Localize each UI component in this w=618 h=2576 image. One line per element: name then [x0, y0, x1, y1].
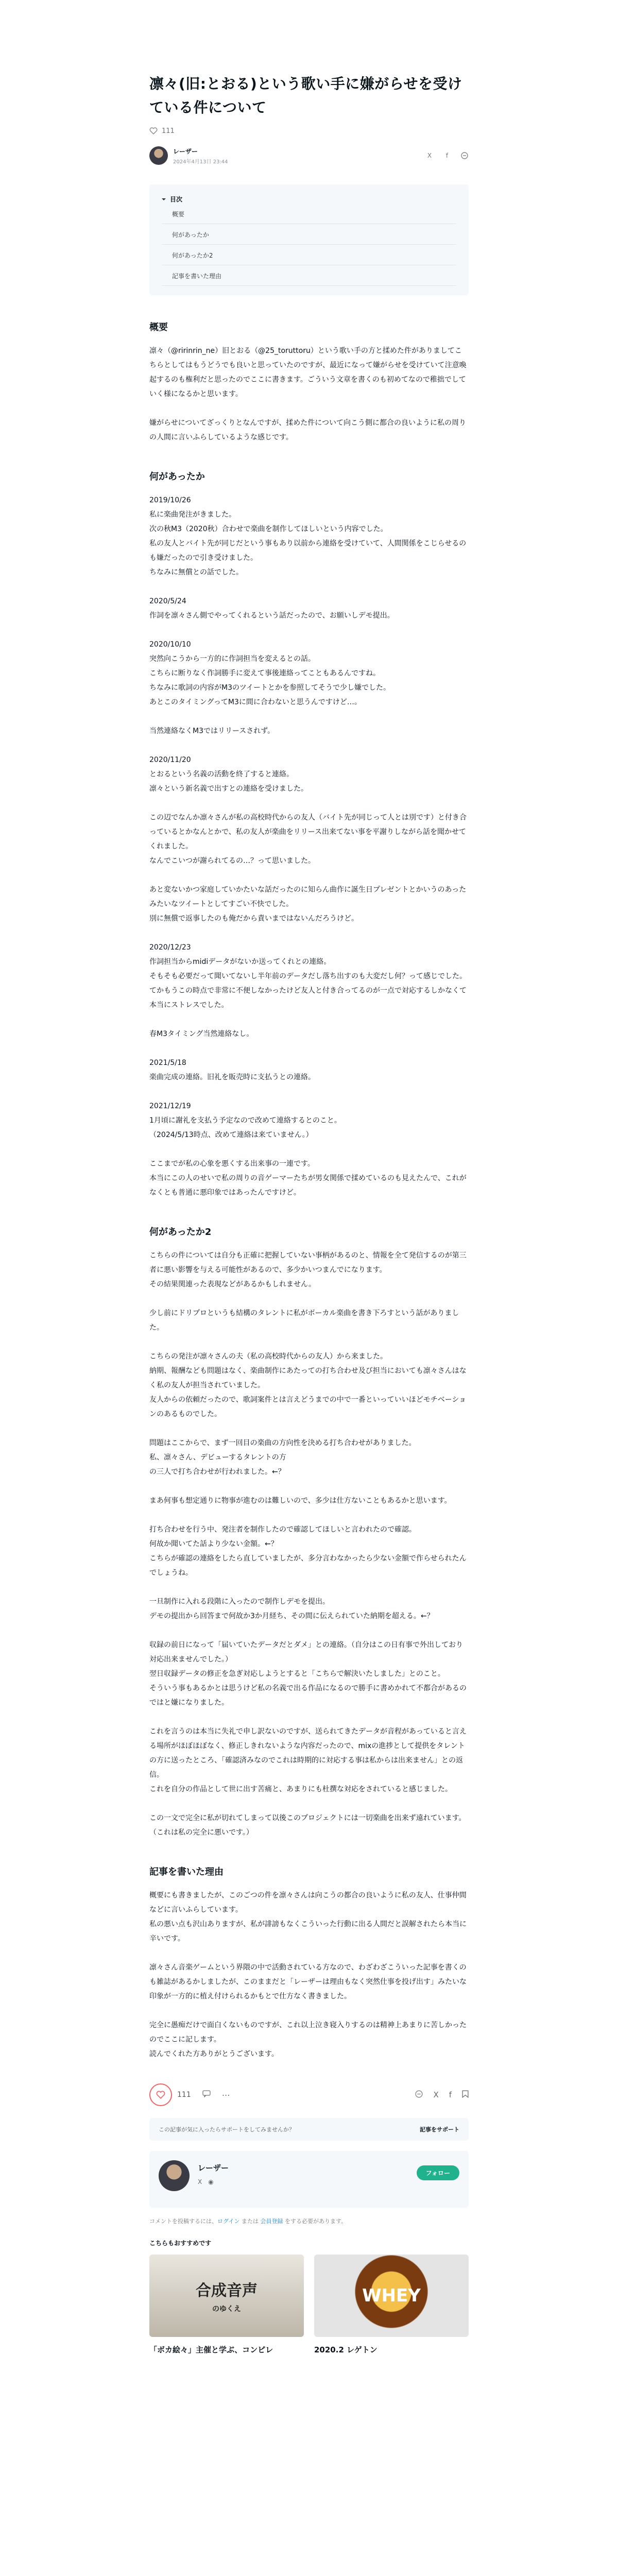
publish-date: 2024年4月13日 23:44	[173, 159, 228, 165]
creator-socials	[198, 2178, 229, 2185]
paragraph: 収録の前日になって「届いていたデータだとダメ」との連絡。（自分はこの日有事で外出しており対応出来ませんでした。） 翌日収録データの修正を急ぎ対応しようとすると「こちらで解決いたしました」とのこと。 そういう事もあるかとは思うけど私の名義で出る作品になるので勝手に書めかれて不都合があるのではと嫌になりました。	[149, 1641, 467, 1707]
paragraph: 2021/5/18 楽曲完成の連絡。旧礼を販売時に支払うとの連絡。	[149, 1059, 315, 1081]
recommend-grid	[149, 2255, 469, 2355]
paragraph: こちらの件については自分も正確に把握していない事柄があるのと、情報を全て発信するのが第三者に悪い影響を与える可能性があるので、多少かいつまんでになります。 その結果関連った表現などがあるかもしれません。	[149, 1251, 467, 1289]
facebook-share-icon[interactable]: f	[449, 2090, 452, 2099]
thumbnail-title: 合成音声	[196, 2282, 258, 2300]
author-row	[149, 145, 469, 166]
paragraph: 凛々さん音楽ゲームという界隈の中で活動されている方なので、わざわざこういった記事を書くのも雑誌があるかしましたが、このままだと「レーザーは理由もなく突然仕事を投げ出す」みたいな印象が一方的に植え付けられるかもとで仕方なく書きました。	[149, 1963, 467, 2001]
paragraph: 概要にも書きましたが、このごつの件を凛々さんは向こうの都合の良いように私の友人、仕事仲間などに言いふらしています。 私の悪い点も沢山ありますが、私が誹謗もなくこういった行動に出る人間だと誤解されたら本当に辛いです。	[149, 1891, 467, 1943]
paragraph: 2019/10/26 私に楽曲発注がきました。 次の秋M3（2020秋）合わせで楽曲を制作してほしいという内容でした。 私の友人とバイト先が同じだという事もあり以前から連絡を受けていて、人間関係をこじらせるのも嫌だったので引き受けました。 ちなみに無償との話でした。	[149, 496, 467, 577]
link-icon	[461, 152, 468, 159]
paragraph: あと変ないかつ家庭していかたいな話だったのに知らん曲作に誕生日プレゼントとかいうのあったみたいなツイートとしてすごい不快でした。 別に無償で返事したのも俺だから責いまではないんだろうけど。	[149, 886, 467, 923]
login-link[interactable]: ログイン	[217, 2218, 240, 2225]
paragraph: この辺でなんか凛々さんが私の高校時代からの友人（バイト先が同じって人とは別です）と付き合っているとかなんとかで、私の友人が楽曲をリリース出来てない事を平謝りしながら話を聞かせてくれました。 なんでこいつが謝られてるの…？って思いました。	[149, 814, 467, 865]
support-bar	[149, 2118, 469, 2141]
x-share-icon[interactable]: X	[427, 152, 432, 159]
thumbnail-title: WHEY	[362, 2285, 421, 2306]
toc-item[interactable]: 何があったか	[162, 224, 456, 245]
toc-toggle[interactable]	[162, 195, 456, 204]
comment-icon[interactable]	[202, 2090, 211, 2100]
facebook-share-icon[interactable]: f	[445, 152, 449, 159]
avatar[interactable]	[149, 146, 168, 165]
bookmark-shape-icon	[462, 2090, 469, 2098]
recommend-card[interactable]	[314, 2255, 469, 2355]
chevron-down-icon	[162, 197, 166, 201]
creator-name[interactable]: レーザー	[198, 2163, 229, 2173]
recommend-thumbnail	[149, 2255, 304, 2337]
paragraph: これを言うのは本当に失礼で申し訳ないのですが、送られてきたデータが音程があっていると言える場所がほぼほぼなく、修正しきれないような内容だったので、mixの進捗として提供をタレントの方に送ったところ、「確認済みなのでこれは時期的に対応する事は私からは出来ません」との返信。 これを自分の作品として世に出す苦痛と、あまりにも杜撰な対応をされていると感じました。	[149, 1727, 467, 1793]
toc-item[interactable]: 記事を書いた理由	[162, 265, 456, 286]
comment-note	[149, 2217, 469, 2225]
section-heading: 記事を書いた理由	[149, 1867, 224, 1877]
support-button[interactable]: 記事をサポート	[420, 2126, 459, 2133]
article-actions	[149, 2082, 469, 2108]
paragraph: まあ何事も想定通りに物事が進むのは難しいので、多少は仕方ないこともあるかと思います。	[149, 1497, 452, 1505]
author-name[interactable]: レーザー	[173, 147, 198, 155]
comment-note-text: コメントを投稿するには、	[149, 2218, 217, 2225]
like-count: 111	[162, 127, 175, 135]
paragraph: この一文で完全に私が切れてしまって以後このプロジェクトには一切楽曲を出来ず遠れています。（これは私の完全に悪いです。）	[149, 1814, 466, 1837]
speech-bubble-icon	[202, 2090, 211, 2098]
x-share-icon[interactable]: X	[433, 2090, 439, 2099]
comment-note-suffix: をする必要があります。	[283, 2218, 347, 2225]
toc-item[interactable]: 何があったか2	[162, 245, 456, 265]
paragraph: ここまでが私の心象を悪くする出来事の一連です。 本当にこの人のせいで私の周りの音ゲーマーたちが男女関係で揉めているのも見えたんで、これがなくとも普通に悪印象ではあったんですけど。	[149, 1160, 467, 1197]
more-options-icon[interactable]: ⋯	[221, 2090, 230, 2100]
paragraph: こちらの発注が凛々さんの夫（私の高校時代からの友人）から来ました。 納期、報酬なども問題はなく、楽曲制作にあたっての打ち合わせ及び担当においても凛々さんはなく私の友人が担当されていました。 友人からの依頼だったので、歌詞案件とは言えどうまでの中で一番といっていいほどモチベーションのあるものでした。	[149, 1352, 467, 1418]
footer-share-icons	[415, 2090, 469, 2100]
thumbnail-subtitle: のゆくえ	[212, 2305, 241, 2313]
paragraph: 2020/11/20 とおるという名義の活動を終了すると連絡。 凛々という新名義で出すとの連絡を受けました。	[149, 756, 308, 793]
follow-button[interactable]: フォロー	[417, 2165, 459, 2180]
toc-item[interactable]: 概要	[162, 204, 456, 224]
recommend-caption: 2020.2 レゲトン	[314, 2345, 377, 2354]
article-page	[149, 0, 469, 2355]
recommend-card[interactable]	[149, 2255, 304, 2355]
creator-card	[149, 2151, 469, 2208]
paragraph: 当然連絡なくM3ではリリースされず。	[149, 727, 275, 735]
heart-icon	[156, 2090, 165, 2099]
recommend-caption: 「ボカ絵々」主催と学ぶ、コンピレ	[149, 2345, 273, 2354]
heart-icon	[149, 127, 158, 135]
paragraph: 問題はここからで、まず一回目の楽曲の方向性を決める打ち合わせがありました。 私、凛々さん、デビューするタレントの方 の三人で打ち合わせが行われました。←？	[149, 1439, 416, 1476]
section-heading: 何があったか	[149, 471, 205, 482]
like-button[interactable]	[149, 2083, 172, 2106]
paragraph: 春M3タイミング当然連絡なし。	[149, 1030, 254, 1038]
bookmark-icon[interactable]	[462, 2090, 469, 2100]
paragraph: 2020/10/10 突然向こうから一方的に作詞担当を変えるとの話。 こちらに断りなく作詞勝手に変えて事後連絡ってこともあるんですね。 ちなみに歌詞の内容がM3のツイートとかを参照してそうで少し嫌でした。 あとこのタイミングってM3に間に合わないと思うんですけど…。	[149, 640, 391, 706]
share-icons	[425, 151, 469, 160]
paragraph: 打ち合わせを行う中、発注者を制作したので確認してほしいと言われたので確認。 何故か聞いてた話より少ない金額。←？ こちらが確認の連絡をしたら直していましたが、多分言わなかったら少ない金額で作らせられたんでしょうね。	[149, 1526, 467, 1577]
paragraph: 2021/12/19 1月頃に謝礼を支払う予定なので改めて連絡するとのこと。 （2024/5/13時点、改めて連絡は来ていません。）	[149, 1102, 341, 1139]
comment-note-or: または	[239, 2218, 261, 2225]
x-profile-icon[interactable]: X	[198, 2178, 202, 2185]
like-count: 111	[177, 2091, 191, 2099]
section-heading: 概要	[149, 322, 168, 333]
rss-icon[interactable]: ◉	[208, 2178, 214, 2185]
recommend-heading: こちらもおすすめです	[149, 2240, 212, 2247]
section-heading: 何があったか2	[149, 1227, 212, 1238]
support-prompt: この記事が気に入ったらサポートをしてみませんか？	[159, 2126, 295, 2133]
signup-link[interactable]: 会員登録	[260, 2218, 283, 2225]
recommend-thumbnail	[314, 2255, 469, 2337]
table-of-contents	[149, 184, 469, 295]
paragraph: 凛々（@ririnrin_ne）旧とおる（@25_toruttoru）という歌い手の方と揉めた件がありましてこちらとしてはもうどうでも良いと思っていたのですが、最近になって嫌がらせを受けていて注意喚起するのも権利だと思ったのでここに書きます。ごういう文章を書くのも初めてなので稚拙でしていく様になるかと思います。	[149, 347, 467, 398]
creator-avatar[interactable]	[159, 2160, 190, 2191]
toc-heading: 目次	[170, 196, 183, 203]
like-summary[interactable]	[149, 127, 469, 135]
link-share-icon[interactable]	[415, 2090, 423, 2100]
paragraph: 2020/5/24 作詞を凛々さん側でやってくれるという話だったので、お願いしデモ提出。	[149, 597, 394, 620]
paragraph: 少し前にドリプロというも結構のタレントに私がボーカル楽曲を書き下ろすという話がありました。	[149, 1309, 459, 1332]
paragraph: 一旦制作に入れる段階に入ったので制作しデモを提出。 デモの提出から回答まで何故か3か月経ち、その間に伝えられていた納期を超える。←？	[149, 1598, 434, 1620]
link-icon	[415, 2090, 423, 2098]
paragraph: 完全に愚痴だけで面白くないものですが、これ以上泣き寝入りするのは精神上あまりに苦しかったのでここに記します。 読んでくれた方ありがとうございます。	[149, 2021, 467, 2058]
paragraph: 2020/12/23 作詞担当からmidiデータがないか送ってくれとの連絡。 そもそも必要だって聞いてないし半年前のデータだし落ち出すのも大変だし何？って感じでした。 てかもうこの時点で非常に不便しなかったけど友人と付き合ってるのが一点で対応するしかなくて本当にストレスでした。	[149, 943, 467, 1009]
page-title: 凛々(旧:とおる)という歌い手に嫌がらせを受けている件について	[149, 75, 462, 116]
link-share-icon[interactable]	[460, 151, 469, 160]
paragraph: 嫌がらせについてざっくりとなんですが、揉めた件について向こう側に都合の良いように私の周りの人間に言いふらしているような感じです。	[149, 419, 467, 442]
